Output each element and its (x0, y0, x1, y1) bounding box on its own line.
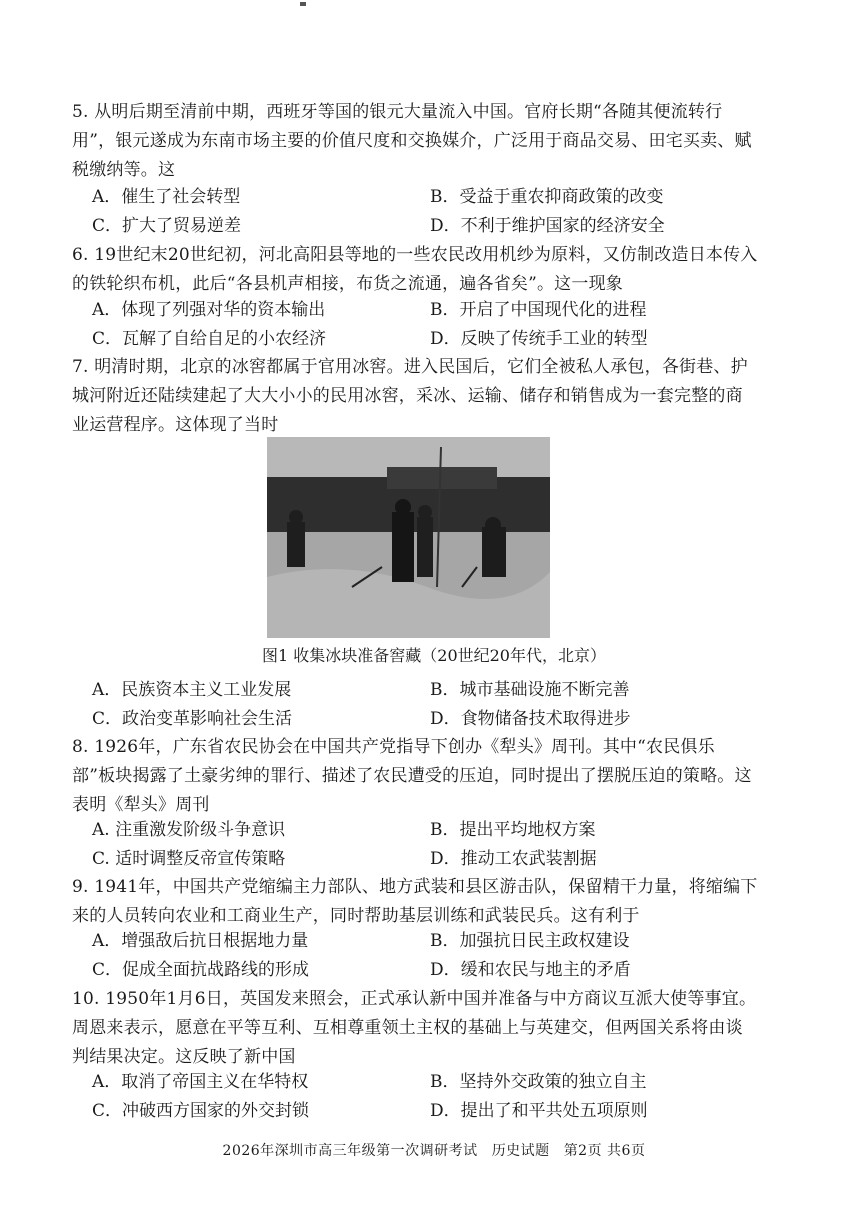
question-stem: 1926年，广东省农民协会在中国共产党指导下创办《犁头》周刊。其中“农民俱乐部”板块揭露了土豪劣绅的罪行、描述了农民遭受的压迫，同时提出了摆脱压迫的策略。这表明《犁头》周刊 (72, 737, 752, 815)
scan-mark (300, 2, 306, 6)
question-9 (72, 873, 758, 931)
question-5 (72, 98, 758, 185)
question-number: 10. (72, 989, 100, 1009)
question-stem: 19世纪末20世纪初，河北高阳县等地的一些农民改用机纱为原料，又仿制改造日本传入的铁轮织布机，此后“各县机声相接，布货之流通，遍各省矣”。这一现象 (72, 245, 758, 294)
ice-harvest-photo (267, 437, 550, 638)
option-d: D．缓和农民与地主的矛盾 (430, 960, 631, 980)
question-stem: 明清时期，北京的冰窖都属于官用冰窖。进入民国后，它们全被私人承包，各街巷、护城河附近还陆续建起了大大小小的民用冰窖，采冰、运输、储存和销售成为一套完整的商业运营程序。这体现了当时 (72, 357, 748, 435)
option-c: C．促成全面抗战路线的形成 (92, 960, 310, 980)
option-a: A．取消了帝国主义在华特权 (92, 1072, 309, 1092)
option-d: D．食物储备技术取得进步 (430, 709, 631, 729)
option-a: A. 注重激发阶级斗争意识 (92, 820, 286, 840)
option-c: C. 适时调整反帝宣传策略 (92, 849, 286, 869)
option-c: C．冲破西方国家的外交封锁 (92, 1101, 310, 1121)
photo-illustration (267, 437, 550, 638)
question-7 (72, 353, 758, 440)
question-stem: 1950年1月6日，英国发来照会，正式承认新中国并准备与中方商议互派大使等事宜。周恩来表示，愿意在平等互利、互相尊重领土主权的基础上与英建交，但两国关系将由谈判结果决定。这反映了新中国 (72, 989, 757, 1067)
option-b: B．城市基础设施不断完善 (430, 680, 630, 700)
option-a: A．增强敌后抗日根据地力量 (92, 931, 309, 951)
option-b: B．提出平均地权方案 (430, 820, 596, 840)
question-10 (72, 985, 758, 1072)
options-6 (92, 296, 772, 354)
option-d: D．不利于维护国家的经济安全 (430, 216, 665, 236)
option-b: B．坚持外交政策的独立自主 (430, 1072, 647, 1092)
option-d: D．提出了和平共处五项原则 (430, 1101, 648, 1121)
option-b: B．开启了中国现代化的进程 (430, 300, 647, 320)
options-7 (92, 676, 772, 734)
option-c: C．政治变革影响社会生活 (92, 709, 293, 729)
options-10 (92, 1068, 772, 1126)
figure-caption: 图1 收集冰块准备窖藏（20世纪20年代，北京） (262, 646, 606, 665)
page-number: 第2页 共6页 (563, 1143, 646, 1159)
question-stem: 1941年，中国共产党缩编主力部队、地方武装和县区游击队，保留精干力量，将缩编下来的人员转向农业和工商业生产，同时帮助基层训练和武装民兵。这有利于 (72, 877, 758, 926)
exam-title: 2026年深圳市高三年级第一次调研考试 (222, 1143, 478, 1159)
option-b: B．加强抗日民主政权建设 (430, 931, 630, 951)
option-d: D．推动工农武装割据 (430, 849, 597, 869)
question-6 (72, 241, 758, 299)
question-number: 8. (72, 737, 89, 757)
question-stem: 从明后期至清前中期，西班牙等国的银元大量流入中国。官府长期“各随其便流转行用”，银元遂成为东南市场主要的价值尺度和交换媒介，广泛用于商品交易、田宅买卖、赋税缴纳等。这 (72, 102, 752, 180)
option-a: A．催生了社会转型 (92, 187, 241, 207)
question-number: 7. (72, 357, 89, 377)
question-number: 5. (72, 102, 89, 122)
question-8 (72, 733, 758, 820)
options-8 (92, 816, 772, 874)
option-a: A．民族资本主义工业发展 (92, 680, 292, 700)
option-c: C．扩大了贸易逆差 (92, 216, 242, 236)
options-9 (92, 927, 772, 985)
subject-label: 历史试题 (491, 1143, 550, 1159)
question-number: 6. (72, 245, 89, 265)
question-number: 9. (72, 877, 89, 897)
option-d: D．反映了传统手工业的转型 (430, 329, 648, 349)
option-b: B．受益于重农抑商政策的改变 (430, 187, 664, 207)
option-c: C．瓦解了自给自足的小农经济 (92, 329, 327, 349)
option-a: A．体现了列强对华的资本输出 (92, 300, 326, 320)
page-footer (0, 1141, 868, 1161)
options-5 (92, 183, 772, 241)
